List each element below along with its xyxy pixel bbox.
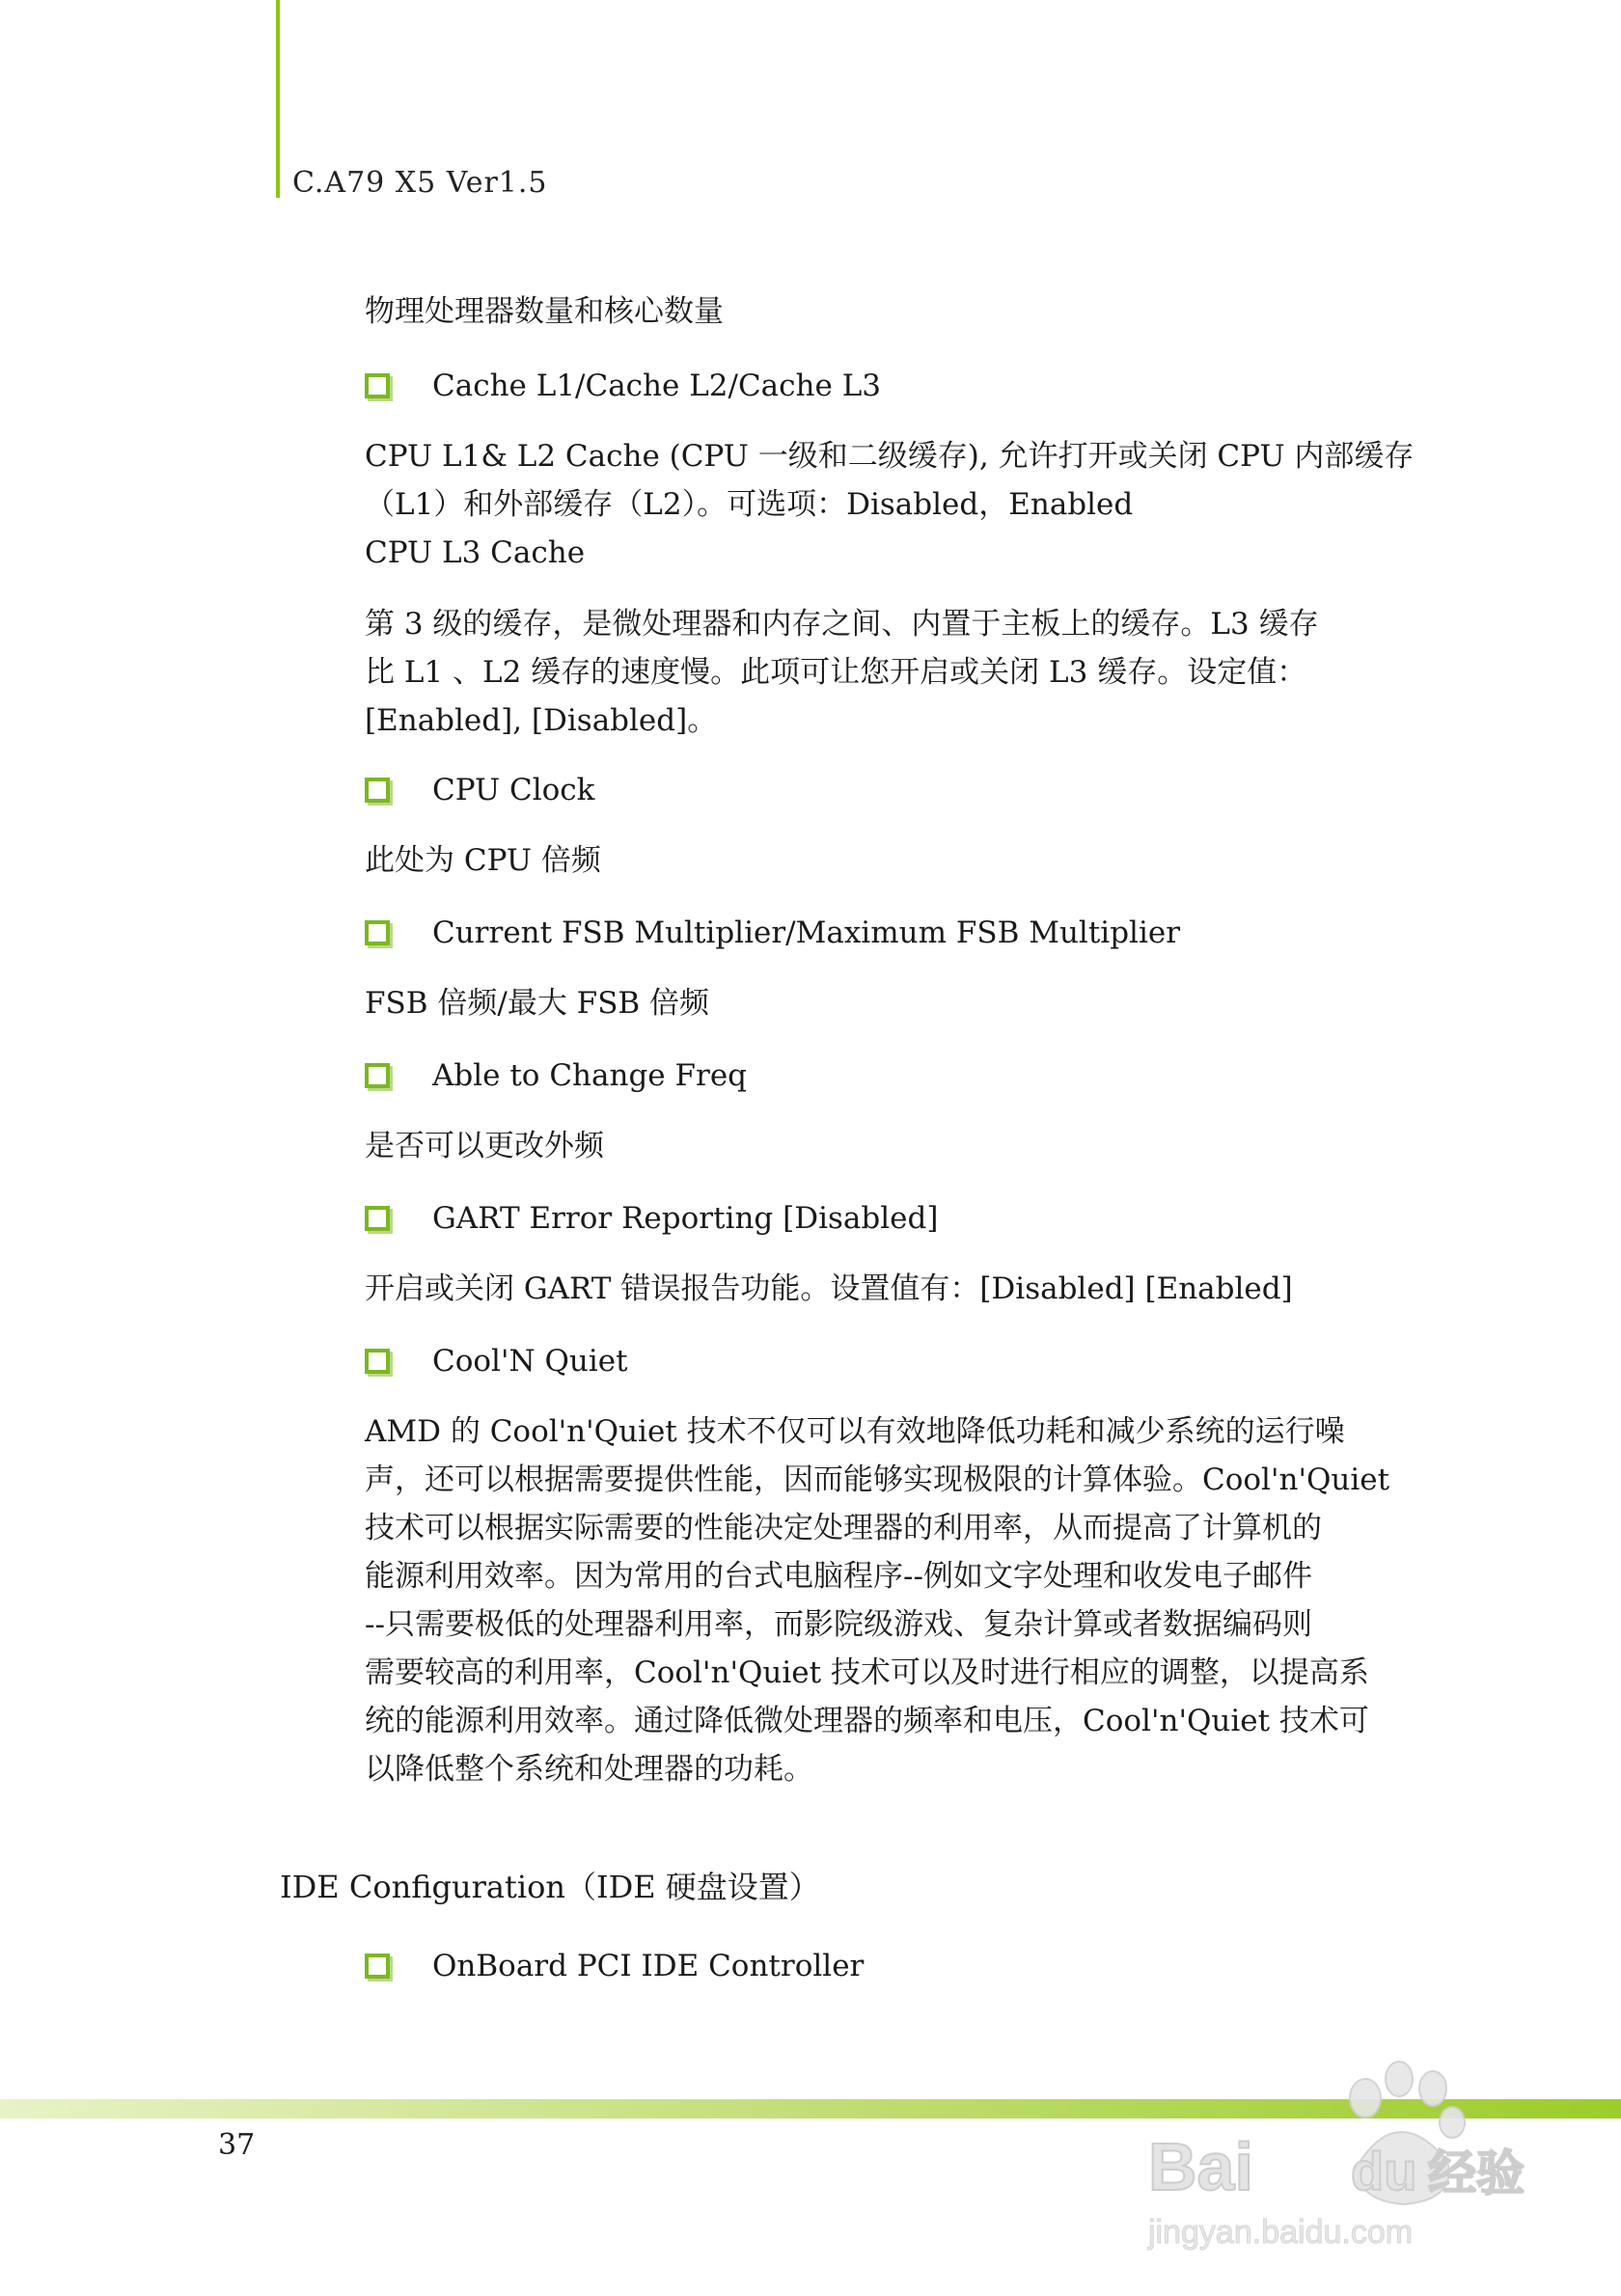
cool-desc-line1: AMD 的 Cool'n'Quiet 技术不仅可以有效地降低功耗和减少系统的运行噪 (365, 1414, 1345, 1449)
cache-desc-line1: CPU L1& L2 Cache (CPU 一级和二级缓存), 允许打开或关闭 CPU 内部缓存 (365, 439, 1415, 474)
checkbox-bullet-icon (365, 1954, 390, 1979)
fsb-desc: FSB 倍频/最大 FSB 倍频 (365, 986, 710, 1021)
cool-desc-line7: 统的能源利用效率。通过降低微处理器的频率和电压，Cool'n'Quiet 技术可 (365, 1704, 1369, 1738)
item-gart-label: GART Error Reporting [Disabled] (432, 1201, 939, 1236)
paragraph-core-count: 物理处理器数量和核心数量 (365, 294, 724, 329)
item-cache-label: Cache L1/Cache L2/Cache L3 (432, 369, 881, 403)
l3-title: CPU L3 Cache (365, 535, 586, 570)
svg-text:du: du (1351, 2141, 1417, 2201)
svg-text:jingyan.baidu.com: jingyan.baidu.com (1148, 2214, 1414, 2251)
header-accent-rule (276, 0, 280, 198)
checkbox-bullet-icon (365, 778, 390, 803)
item-change-freq (365, 1054, 747, 1097)
svg-text:Bai: Bai (1148, 2129, 1253, 2204)
item-cool-n-quiet (365, 1340, 628, 1382)
item-onboard-ide-label: OnBoard PCI IDE Controller (432, 1949, 865, 1983)
l3-desc-line1: 第 3 级的缓存，是微处理器和内存之间、内置于主板上的缓存。L3 缓存 (365, 607, 1319, 642)
cache-desc-line2: （L1）和外部缓存（L2）。可选项：Disabled，Enabled (365, 487, 1134, 522)
item-gart (365, 1197, 938, 1240)
item-cpu-clock (365, 769, 594, 811)
clock-desc: 此处为 CPU 倍频 (365, 843, 601, 878)
item-cache (365, 365, 881, 407)
cool-desc-line4: 能源利用效率。因为常用的台式电脑程序--例如文字处理和收发电子邮件 (365, 1559, 1312, 1594)
l3-desc-line3: [Enabled], [Disabled]。 (365, 703, 718, 738)
item-onboard-ide (365, 1945, 864, 1987)
cool-desc-line2: 声，还可以根据需要提供性能，因而能够实现极限的计算体验。Cool'n'Quiet (365, 1462, 1390, 1497)
cool-desc-line3: 技术可以根据实际需要的性能决定处理器的利用率，从而提高了计算机的 (365, 1511, 1322, 1545)
checkbox-bullet-icon (365, 1206, 390, 1231)
item-change-freq-label: Able to Change Freq (432, 1058, 748, 1093)
item-fsb-label: Current FSB Multiplier/Maximum FSB Multiplier (432, 916, 1181, 950)
item-cool-n-quiet-label: Cool'N Quiet (432, 1344, 628, 1379)
page-number: 37 (218, 2128, 256, 2162)
checkbox-bullet-icon (365, 920, 390, 945)
cool-desc-line8: 以降低整个系统和处理器的功耗。 (365, 1752, 813, 1787)
svg-text:经验: 经验 (1428, 2146, 1525, 2201)
checkbox-bullet-icon (365, 1349, 390, 1374)
model-version: C.A79 X5 Ver1.5 (292, 166, 548, 200)
cool-desc-line5: --只需要极低的处理器利用率，而影院级游戏、复杂计算或者数据编码则 (365, 1607, 1312, 1642)
freq-desc: 是否可以更改外频 (365, 1129, 604, 1163)
cool-desc-line6: 需要较高的利用率，Cool'n'Quiet 技术可以及时进行相应的调整，以提高系 (365, 1655, 1369, 1690)
checkbox-bullet-icon (365, 373, 390, 398)
baidu-jingyan-watermark-logo (1139, 2045, 1544, 2267)
section-heading-ide: IDE Configuration（IDE 硬盘设置） (280, 1869, 820, 1905)
l3-desc-line2: 比 L1 、L2 缓存的速度慢。此项可让您开启或关闭 L3 缓存。设定值： (365, 655, 1307, 690)
item-fsb (365, 912, 1180, 954)
gart-desc: 开启或关闭 GART 错误报告功能。设置值有：[Disabled] [Enabled] (365, 1271, 1293, 1306)
checkbox-bullet-icon (365, 1063, 390, 1088)
item-cpu-clock-label: CPU Clock (432, 773, 595, 807)
